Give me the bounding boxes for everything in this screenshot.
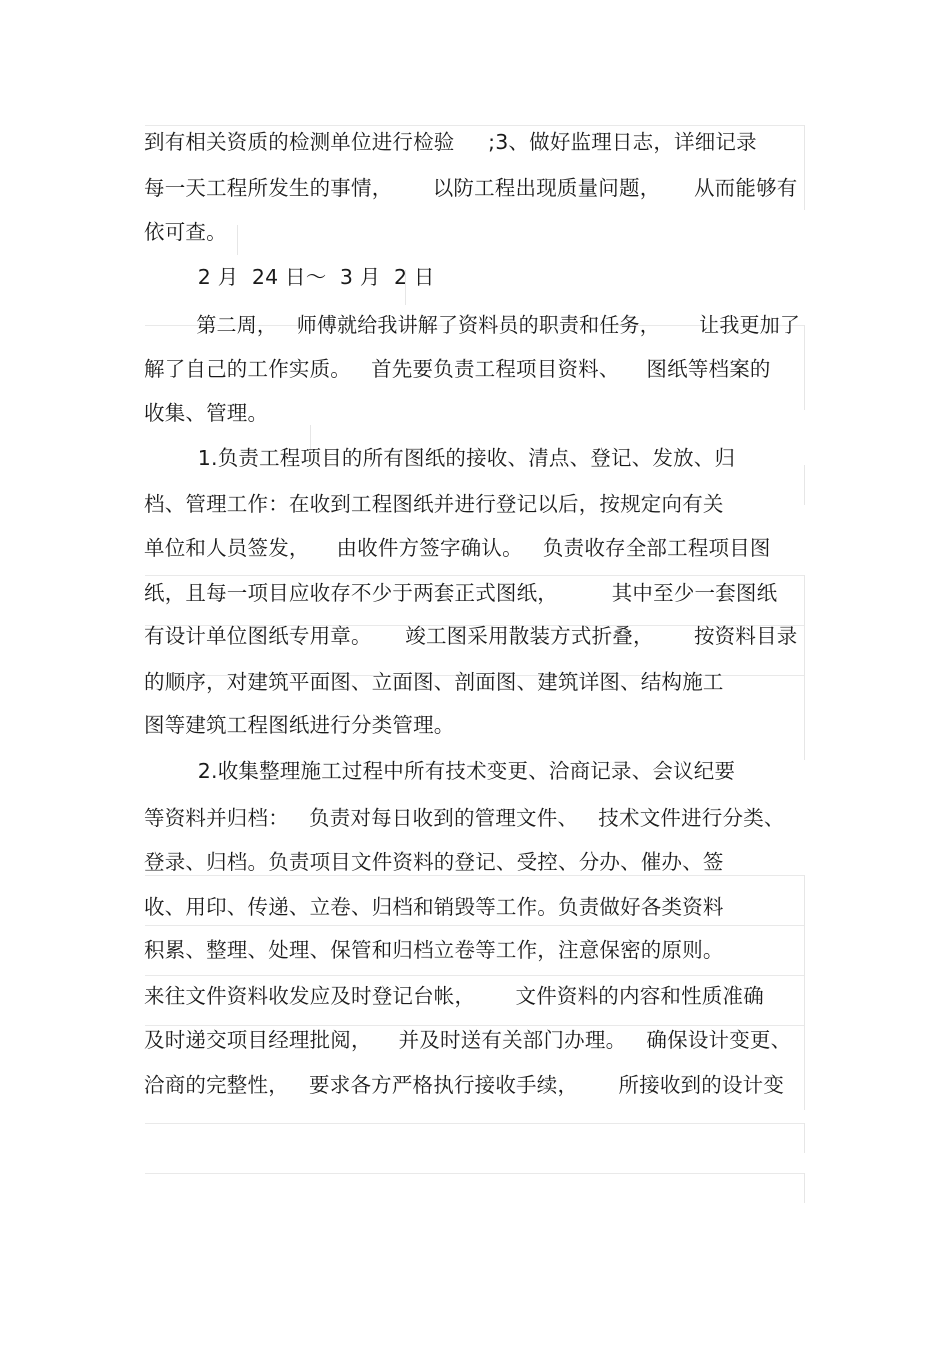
text-line: 1.负责工程项目的所有图纸的接收、清点、登记、发放、归	[144, 446, 736, 470]
text-line: 依可查。	[144, 220, 227, 244]
table-rule	[804, 465, 805, 505]
text-line: 解了自己的工作实质。 首先要负责工程项目资料、 图纸等档案的	[144, 357, 771, 381]
text-line: 图等建筑工程图纸进行分类管理。	[144, 713, 455, 737]
table-rule	[804, 1173, 805, 1203]
table-rule	[145, 975, 805, 976]
text-line: 2 月 24 日～ 3 月 2 日	[144, 265, 435, 289]
text-line: 来往文件资料收发应及时登记台帐， 文件资料的内容和性质准确	[144, 984, 764, 1008]
text-line: 的顺序，对建筑平面图、立面图、剖面图、建筑详图、结构施工	[144, 670, 724, 694]
text-line: 登录、归档。负责项目文件资料的登记、受控、分办、催办、签	[144, 850, 724, 874]
text-line: 纸，且每一项目应收存不少于两套正式图纸， 其中至少一套图纸	[144, 581, 778, 605]
table-rule	[804, 125, 805, 210]
text-line: 到有相关资质的检测单位进行检验 ;3、做好监理日志，详细记录	[144, 130, 757, 154]
table-rule	[145, 575, 805, 576]
text-line: 单位和人员签发， 由收件方签字确认。 负责收存全部工程项目图	[144, 536, 771, 560]
text-line: 2.收集整理施工过程中所有技术变更、洽商记录、会议纪要	[144, 759, 736, 783]
text-line: 档、管理工作：在收到工程图纸并进行登记以后，按规定向有关	[144, 492, 724, 516]
text-line: 收集、管理。	[144, 401, 269, 425]
text-line: 收、用印、传递、立卷、归档和销毁等工作。负责做好各类资料	[144, 895, 724, 919]
table-rule	[145, 925, 805, 926]
text-line: 每一天工程所发生的事情， 以防工程出现质量问题， 从而能够有	[144, 176, 798, 200]
table-rule	[804, 325, 805, 410]
table-rule	[237, 225, 238, 255]
text-line: 洽商的完整性， 要求各方严格执行接收手续， 所接收到的设计变	[144, 1073, 785, 1097]
text-line: 及时递交项目经理批阅， 并及时送有关部门办理。 确保设计变更、	[144, 1028, 792, 1052]
text-line: 第二周， 师傅就给我讲解了资料员的职责和任务， 让我更加了	[144, 313, 801, 337]
text-line: 有设计单位图纸专用章。 竣工图采用散装方式折叠， 按资料目录	[144, 624, 798, 648]
text-line: 积累、整理、处理、保管和归档立卷等工作，注意保密的原则。	[144, 938, 724, 962]
table-rule	[804, 1123, 805, 1153]
table-rule	[804, 875, 805, 1110]
text-line: 等资料并归档： 负责对每日收到的管理文件、 技术文件进行分类、	[144, 806, 785, 830]
table-rule	[145, 1173, 805, 1174]
table-rule	[145, 1123, 805, 1124]
table-rule	[804, 575, 805, 760]
